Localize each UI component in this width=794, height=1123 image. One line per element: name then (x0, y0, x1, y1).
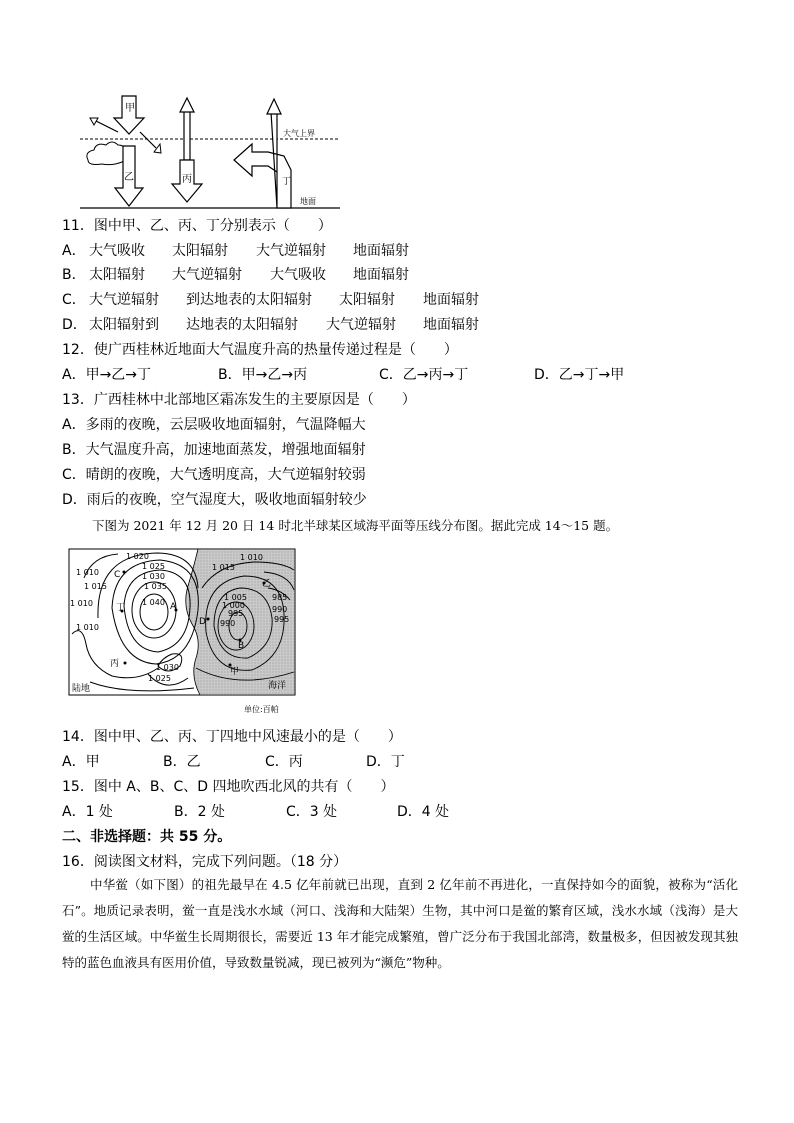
isobar-label: 1 015 (212, 563, 235, 572)
isobar-label: 990 (220, 619, 236, 628)
point-b: B (238, 641, 245, 651)
option-item: 大气逆辐射 (172, 267, 242, 283)
isobar-label: 990 (272, 605, 288, 614)
isobar-label: 1 035 (144, 582, 167, 591)
option-letter: C． (62, 292, 86, 308)
sea-label: 海洋 (268, 681, 287, 691)
label-upper: 大气上界 (283, 129, 315, 138)
point-yi: 乙 (262, 579, 272, 589)
q12-option-b[interactable]: B．甲→乙→丙 (218, 367, 308, 383)
q16-paragraph: 中华鲎（如下图）的祖先最早在 4.5 亿年前就已出现，直到 2 亿年前不再进化，一直保持如今的面貌，被称为“活化石”。地质记录表明，鲎一直是浅水水域（河口、浅海和大陆架）生物，其中河口是鲎的繁育区域，浅水水域（浅海）是大鲎的生活区域。中华鲎生长周期很长，需要近 13 年才能完成繁殖，曾广泛分布于我国北部湾，数量极多，但因被发现其独特的蓝色血液具有医用价值，导致数量锐减，现已被列为“濒危”物种。 (62, 877, 738, 970)
arrow-ding (234, 99, 291, 208)
q15-option-c[interactable]: C．3 处 (286, 804, 338, 820)
point-c: C (114, 570, 121, 580)
option-item: 达地表的太阳辐射 (186, 317, 298, 333)
isobar-label: 1 020 (126, 552, 149, 561)
q14-option-a[interactable]: A．甲 (62, 754, 100, 770)
q12-option-a[interactable]: A．甲→乙→丁 (62, 367, 152, 383)
cloud-icon (87, 142, 127, 165)
isobar-label: 1 040 (142, 598, 165, 607)
isobar-label: 1 000 (222, 601, 245, 610)
option-letter: B． (62, 267, 86, 283)
isobar-label: 1 010 (76, 568, 99, 577)
q13-option-a[interactable]: A．多雨的夜晚，云层吸收地面辐射，气温降幅大 (62, 417, 366, 433)
isobar-label: 1 010 (70, 599, 93, 608)
isobar-label: 1 015 (84, 582, 107, 591)
option-item: 大气吸收 (89, 243, 145, 259)
radiation-diagram (78, 92, 348, 212)
point-jia: 甲 (230, 667, 240, 677)
option-item: 大气逆辐射 (89, 292, 159, 308)
label-ground: 地面 (300, 197, 316, 206)
option-item: 地面辐射 (353, 267, 409, 283)
q15-stem: 15．图中 A、B、C、D 四地吹西北风的共有（ ） (62, 779, 395, 795)
isobar-map (68, 548, 300, 718)
point-ding: 丁 (116, 603, 126, 613)
q12-stem: 12．使广西桂林近地面大气温度升高的热量传递过程是（ ） (62, 342, 458, 358)
q13-stem: 13．广西桂林中北部地区霜冻发生的主要原因是（ ） (62, 392, 416, 408)
option-item: 大气逆辐射 (326, 317, 396, 333)
option-item: 地面辐射 (423, 292, 479, 308)
label-yi: 乙 (124, 172, 134, 183)
isobar-label: 1 025 (148, 674, 171, 683)
q13-option-d[interactable]: D．雨后的夜晚，空气湿度大，吸收地面辐射较少 (62, 492, 367, 508)
q14-option-c[interactable]: C．丙 (265, 754, 303, 770)
point-bing: 丙 (110, 659, 120, 669)
q14-option-b[interactable]: B．乙 (163, 754, 201, 770)
label-bing: 丙 (182, 174, 192, 185)
isobar-label: 1 010 (240, 553, 263, 562)
isobar-label: 995 (274, 615, 290, 624)
option-item: 地面辐射 (353, 243, 409, 259)
option-item: 大气逆辐射 (256, 243, 326, 259)
isobar-label: 1 005 (224, 593, 247, 602)
label-ding: 丁 (282, 177, 292, 187)
option-item: 太阳辐射到 (89, 317, 159, 333)
option-item: 到达地表的太阳辐射 (186, 292, 312, 308)
point-d: D (199, 617, 206, 627)
q12-option-c[interactable]: C．乙→丙→丁 (379, 367, 469, 383)
q14-option-d[interactable]: D．丁 (366, 754, 405, 770)
unit-label: 单位:百帕 (244, 705, 279, 714)
q15-option-b[interactable]: B．2 处 (174, 804, 225, 820)
label-jia: 甲 (125, 103, 135, 114)
option-item: 太阳辐射 (89, 267, 145, 283)
point-a: A (170, 602, 177, 612)
q15-option-a[interactable]: A．1 处 (62, 804, 113, 820)
q11-stem: 11．图中甲、乙、丙、丁分别表示（ ） (62, 218, 332, 234)
option-item: 太阳辐射 (339, 292, 395, 308)
option-item: 大气吸收 (270, 267, 326, 283)
q16-stem: 16．阅读图文材料，完成下列问题。（18 分） (62, 854, 348, 870)
q15-option-d[interactable]: D．4 处 (397, 804, 450, 820)
option-letter: A． (62, 243, 86, 259)
q14-stem: 14．图中甲、乙、丙、丁四地中风速最小的是（ ） (62, 729, 402, 745)
intro-14-15: 下图为 2021 年 12 月 20 日 14 时北半球某区域海平面等压线分布图。据此完成 14～15 题。 (92, 518, 619, 533)
option-item: 地面辐射 (423, 317, 479, 333)
q13-option-b[interactable]: B．大气温度升高，加速地面蒸发，增强地面辐射 (62, 442, 366, 458)
arrow-jia (114, 96, 144, 134)
option-letter: D． (62, 317, 87, 333)
isobar-label: 1 025 (142, 562, 165, 571)
q12-option-d[interactable]: D．乙→丁→甲 (534, 367, 625, 383)
isobar-label: 995 (228, 609, 244, 618)
isobar-label: 1 030 (156, 663, 179, 672)
option-item: 太阳辐射 (172, 243, 228, 259)
q13-option-c[interactable]: C．晴朗的夜晚，大气透明度高，大气逆辐射较弱 (62, 467, 366, 483)
land-label: 陆地 (72, 684, 91, 694)
isobar-label: 1 010 (76, 623, 99, 632)
section-heading: 二、非选择题：共 55 分。 (62, 829, 232, 845)
isobar-label: 985 (272, 593, 288, 602)
isobar-label: 1 030 (142, 572, 165, 581)
arrow-bing (172, 98, 202, 202)
